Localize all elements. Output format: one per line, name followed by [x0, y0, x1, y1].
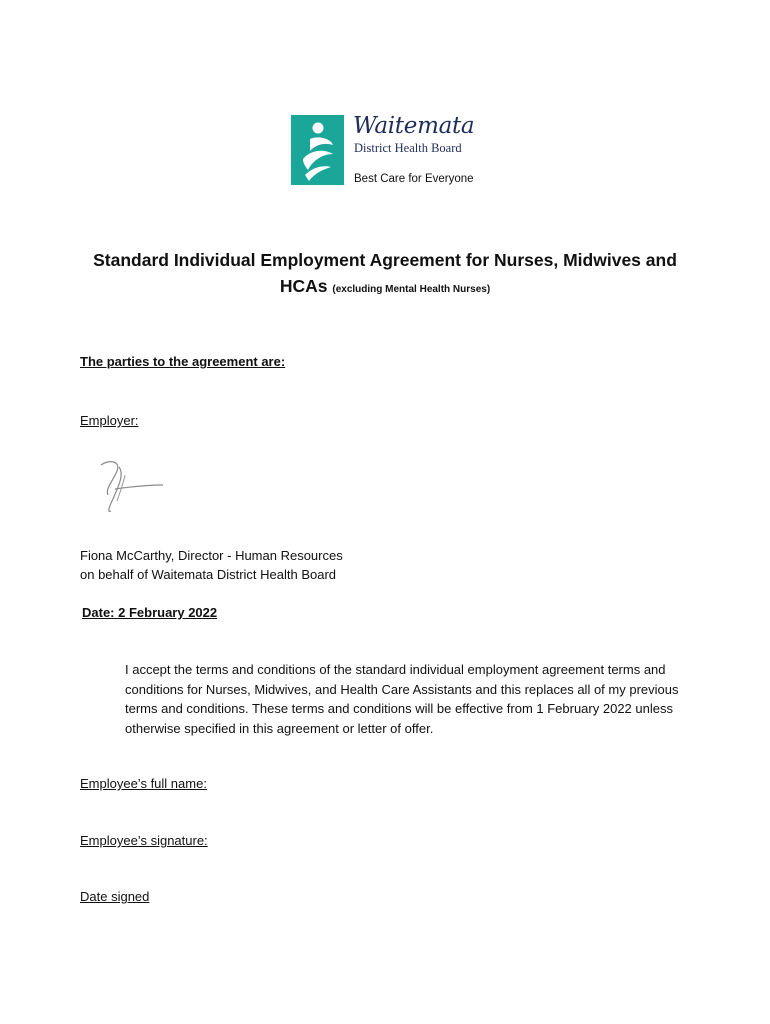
document-title: [0, 247, 770, 303]
logo-figure-icon: [291, 115, 344, 185]
employee-signature-label: Employee’s signature:: [80, 833, 208, 848]
waitemata-dhb-logo: [291, 115, 491, 195]
parties-heading: The parties to the agreement are:: [80, 354, 286, 369]
logo-tagline: Best Care for Everyone: [354, 173, 474, 185]
acceptance-paragraph: I accept the terms and conditions of the standard individual employment agreement terms and conditions for Nurses, Midwives, and Health Care Assistants and this replaces all of my previous terms and conditions. These terms and conditions will be effective from 1 February 2022 unless otherwise specified in this agreement or letter of offer.: [125, 662, 679, 736]
agreement-date: Date: 2 February 2022: [82, 605, 218, 620]
signatory-on-behalf: on behalf of Waitemata District Health Board: [80, 567, 337, 582]
date-signed-label: Date signed: [80, 889, 150, 904]
title-line-2: [0, 273, 770, 303]
employer-label: Employer:: [80, 413, 139, 428]
employee-full-name-label: Employee’s full name:: [80, 776, 207, 791]
employer-signature: [95, 455, 175, 520]
logo-subtitle: District Health Board: [354, 141, 462, 155]
signatory-name-title: Fiona McCarthy, Director - Human Resources: [80, 548, 343, 563]
logo-name: Waitemata: [353, 113, 475, 139]
title-note: (excluding Mental Health Nurses): [332, 284, 491, 295]
title-line-1: Standard Individual Employment Agreement for Nurses, Midwives and: [93, 250, 677, 270]
title-hcas: HCAs: [279, 276, 328, 296]
